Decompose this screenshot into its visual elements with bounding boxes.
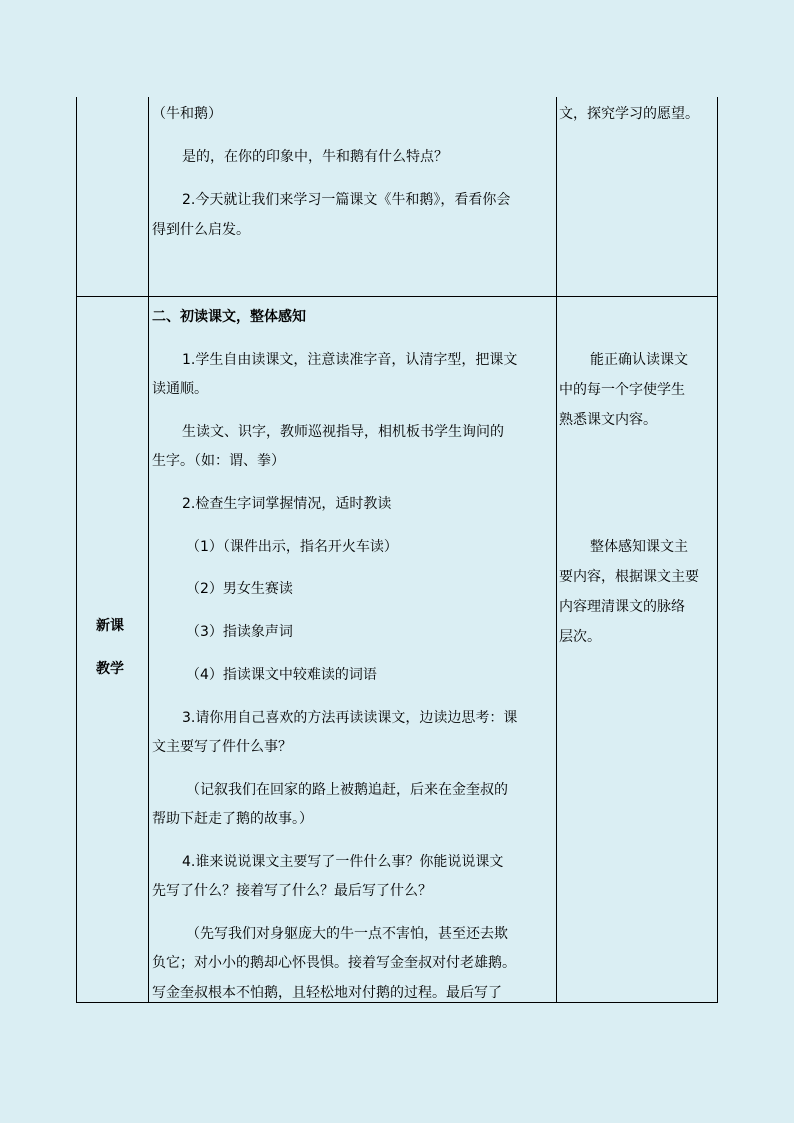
table-row-divider: [76, 296, 718, 297]
stage-label: 新课: [96, 618, 124, 634]
content-line: 生读文、识字，教师巡视指导，相机板书学生询问的: [182, 424, 504, 440]
table-border-left: [76, 97, 77, 1003]
design-intent-text: 内容理清课文的脉络: [559, 599, 685, 615]
content-line: 2.检查生字词掌握情况，适时教读: [182, 496, 392, 512]
design-intent-text: 整体感知课文主: [590, 539, 688, 555]
content-line: 1.学生自由读课文，注意读准字音，认清字型，把课文: [182, 352, 518, 368]
table-column-divider-1: [148, 97, 149, 1003]
content-line: 3.请你用自己喜欢的方法再读读课文，边读边思考：课: [182, 710, 518, 726]
design-intent-text: 层次。: [559, 629, 601, 645]
content-line: （4）指读课文中较难读的词语: [186, 667, 377, 683]
content-line: 先写了什么？接着写了什么？最后写了什么？: [152, 883, 432, 899]
content-line: 是的，在你的印象中，牛和鹅有什么特点？: [182, 149, 448, 165]
content-line: （牛和鹅）: [152, 106, 222, 122]
content-line: 4.谁来说说课文主要写了一件什么事？你能说说课文: [182, 854, 504, 870]
design-intent-text: 要内容，根据课文主要: [559, 569, 699, 585]
content-line: 文主要写了件什么事？: [152, 739, 292, 755]
content-line: 生字。（如：谓、拳）: [152, 453, 285, 469]
content-line: 2.今天就让我们来学习一篇课文《牛和鹅》，看看你会: [182, 192, 511, 208]
table-border-right: [717, 97, 718, 1003]
content-line: 读通顺。: [152, 381, 208, 397]
content-line: （2）男女生赛读: [186, 581, 293, 597]
content-line: （1）（课件出示，指名开火车读）: [186, 539, 398, 555]
content-line: 写金奎叔根本不怕鹅，且轻松地对付鹅的过程。最后写了: [152, 985, 502, 1001]
design-intent-text: 熟悉课文内容。: [559, 412, 657, 428]
table-column-divider-2: [556, 97, 557, 1003]
design-intent-text: 中的每一个字使学生: [559, 382, 685, 398]
section-heading: 二、初读课文，整体感知: [152, 309, 306, 325]
content-line: 得到什么启发。: [152, 222, 250, 238]
content-line: （先写我们对身躯庞大的牛一点不害怕，甚至还去欺: [186, 926, 508, 942]
content-line: （记叙我们在回家的路上被鹅追赶，后来在金奎叔的: [186, 782, 508, 798]
design-intent-text: 能正确认读课文: [590, 352, 688, 368]
content-line: 帮助下赶走了鹅的故事。）: [152, 811, 313, 827]
content-line: 负它；对小小的鹅却心怀畏惧。接着写金奎叔对付老雄鹅。: [152, 955, 516, 971]
table-border-bottom: [76, 1002, 718, 1003]
content-line: （3）指读象声词: [186, 624, 293, 640]
stage-label: 教学: [96, 661, 124, 677]
design-intent-text: 文，探究学习的愿望。: [559, 106, 699, 122]
